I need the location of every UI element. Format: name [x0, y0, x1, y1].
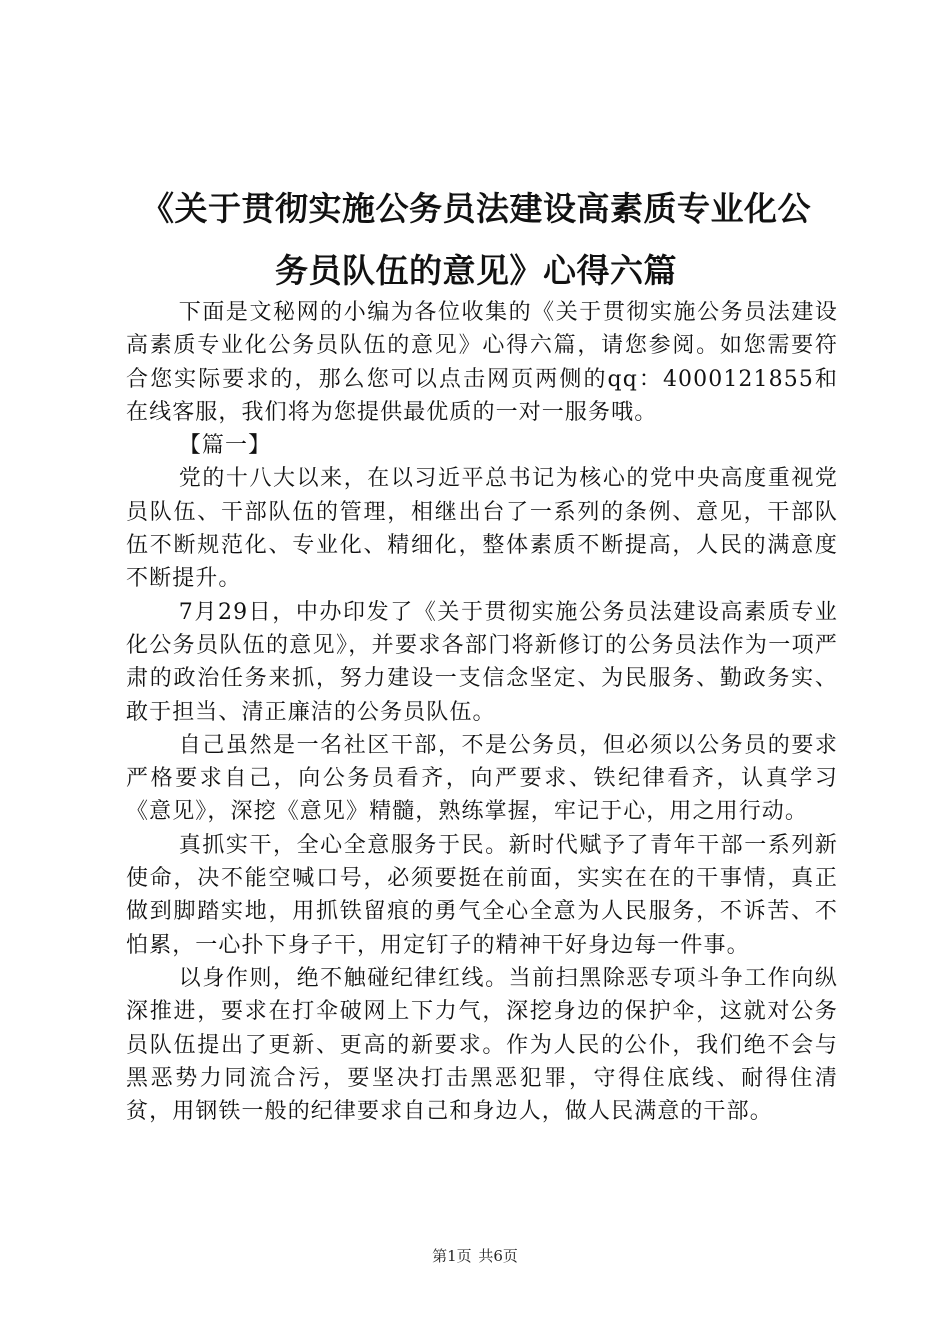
document-body — [126, 296, 838, 1128]
page-footer — [0, 1245, 950, 1266]
document-title — [120, 178, 832, 302]
page-number: 第1页 — [432, 1247, 472, 1265]
page-total: 共6页 — [478, 1247, 518, 1265]
title-line-1: 《关于贯彻实施公务员法建设高素质专业化公 — [141, 189, 811, 228]
body-paragraph: 以身作则，绝不触碰纪律红线。当前扫黑除恶专项斗争工作向纵深推进，要求在打伞破网上下力气，深挖身边的保护伞，这就对公务员队伍提出了更新、更高的新要求。作为人民的公仆，我们绝不会与黑恶势力同流合污，要坚决打击黑恶犯罪，守得住底线、耐得住清贫，用钢铁一般的纪律要求自己和身边人，做人民满意的干部。 — [126, 965, 838, 1125]
body-paragraph: 党的十八大以来，在以习近平总书记为核心的党中央高度重视党员队伍、干部队伍的管理，相继出台了一系列的条例、意见，干部队伍不断规范化、专业化、精细化，整体素质不断提高，人民的满意度不断提升。 — [126, 466, 838, 592]
body-paragraph: 真抓实干，全心全意服务于民。新时代赋予了青年干部一系列新使命，决不能空喊口号，必须要挺在前面，实实在在的干事情，真正做到脚踏实地，用抓铁留痕的勇气全心全意为人民服务，不诉苦、不怕累，一心扑下身子干，用定钉子的精神干好身边每一件事。 — [126, 832, 838, 958]
section-heading: 【篇一】 — [178, 433, 272, 459]
body-paragraph: 自己虽然是一名社区干部，不是公务员，但必须以公务员的要求严格要求自己，向公务员看齐，向严要求、铁纪律看齐，认真学习《意见》，深挖《意见》精髓，熟练掌握，牢记于心，用之用行动。 — [126, 732, 838, 825]
title-line-2: 务员队伍的意见》心得六篇 — [275, 251, 677, 290]
intro-paragraph: 下面是文秘网的小编为各位收集的《关于贯彻实施公务员法建设高素质专业化公务员队伍的意见》心得六篇，请您参阅。如您需要符合您实际要求的，那么您可以点击网页两侧的qq：4000121855和在线客服，我们将为您提供最优质的一对一服务哦。 — [126, 300, 838, 425]
body-paragraph: 7月29日，中办印发了《关于贯彻实施公务员法建设高素质专业化公务员队伍的意见》，并要求各部门将新修订的公务员法作为一项严肃的政治任务来抓，努力建设一支信念坚定、为民服务、勤政务实、敢于担当、清正廉洁的公务员队伍。 — [126, 599, 838, 725]
